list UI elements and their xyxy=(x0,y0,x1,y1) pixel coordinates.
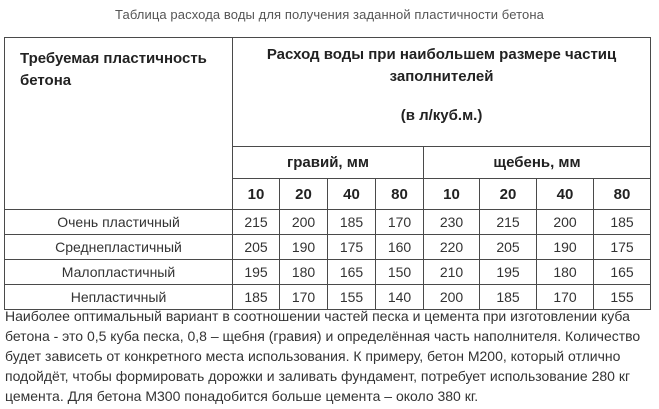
table-cell: 200 xyxy=(424,285,480,310)
size-header: 40 xyxy=(537,179,594,210)
table-cell: 155 xyxy=(594,285,651,310)
table-cell: 210 xyxy=(424,260,480,285)
table-cell: 155 xyxy=(328,285,376,310)
size-header: 20 xyxy=(480,179,537,210)
table-cell: 195 xyxy=(480,260,537,285)
table-cell: 200 xyxy=(280,210,328,235)
table-cell: 180 xyxy=(280,260,328,285)
table-cell: 215 xyxy=(233,210,280,235)
size-header: 20 xyxy=(280,179,328,210)
table-cell: 220 xyxy=(424,235,480,260)
body-paragraph: Наиболее оптимальный вариант в соотношении частей песка и цемента при изготовлении куба бетона - это 0,5 куба песка, 0,8 – щебня (гравия) и определённая часть наполнителя. Количество будет зависеть от конкретного места использования. К примеру, бетон М200, который отлично подойдёт, чтобы формировать дорожки и заливать фундамент, потребует использование 280 кг цемента. Для бетона М300 понадобится больше цемента – около 380 кг. xyxy=(5,308,641,404)
water-consumption-table xyxy=(4,37,651,310)
table-cell: 185 xyxy=(328,210,376,235)
size-header: 80 xyxy=(594,179,651,210)
table-cell: 140 xyxy=(376,285,424,310)
size-header: 80 xyxy=(376,179,424,210)
table-cell: 200 xyxy=(537,210,594,235)
group-header-gravel: гравий, мм xyxy=(233,147,424,179)
table-cell: 205 xyxy=(480,235,537,260)
plasticity-header-line2: бетона xyxy=(20,72,72,89)
table-cell: 175 xyxy=(594,235,651,260)
table-row xyxy=(5,210,651,235)
water-rate-unit: (в л/куб.м.) xyxy=(400,107,483,124)
table-cell: 185 xyxy=(233,285,280,310)
water-rate-header xyxy=(233,38,651,147)
table-cell: 215 xyxy=(480,210,537,235)
water-rate-header-line2: заполнителей xyxy=(389,68,494,85)
plasticity-header-line1: Требуемая пластичность xyxy=(20,50,207,67)
row-label: Очень пластичный xyxy=(5,210,233,235)
table-cell: 230 xyxy=(424,210,480,235)
table-cell: 185 xyxy=(480,285,537,310)
table-cell: 190 xyxy=(537,235,594,260)
row-label: Малопластичный xyxy=(5,260,233,285)
table-row xyxy=(5,235,651,260)
group-header-crushed-stone: щебень, мм xyxy=(424,147,651,179)
table-cell: 170 xyxy=(537,285,594,310)
table-cell: 170 xyxy=(280,285,328,310)
table-cell: 170 xyxy=(376,210,424,235)
table-cell: 185 xyxy=(594,210,651,235)
table-cell: 165 xyxy=(328,260,376,285)
table-cell: 190 xyxy=(280,235,328,260)
table-cell: 175 xyxy=(328,235,376,260)
table-cell: 180 xyxy=(537,260,594,285)
table-row xyxy=(5,260,651,285)
row-label: Непластичный xyxy=(5,285,233,310)
table-cell: 195 xyxy=(233,260,280,285)
size-header: 10 xyxy=(424,179,480,210)
table-cell: 160 xyxy=(376,235,424,260)
plasticity-header xyxy=(5,38,233,210)
table-caption: Таблица расхода воды для получения заданной пластичности бетона xyxy=(115,7,544,22)
table-cell: 165 xyxy=(594,260,651,285)
table-cell: 205 xyxy=(233,235,280,260)
row-label: Среднепластичный xyxy=(5,235,233,260)
size-header: 40 xyxy=(328,179,376,210)
table-cell: 150 xyxy=(376,260,424,285)
water-rate-header-line1: Расход воды при наибольшем размере частиц xyxy=(266,46,617,63)
size-header: 10 xyxy=(233,179,280,210)
